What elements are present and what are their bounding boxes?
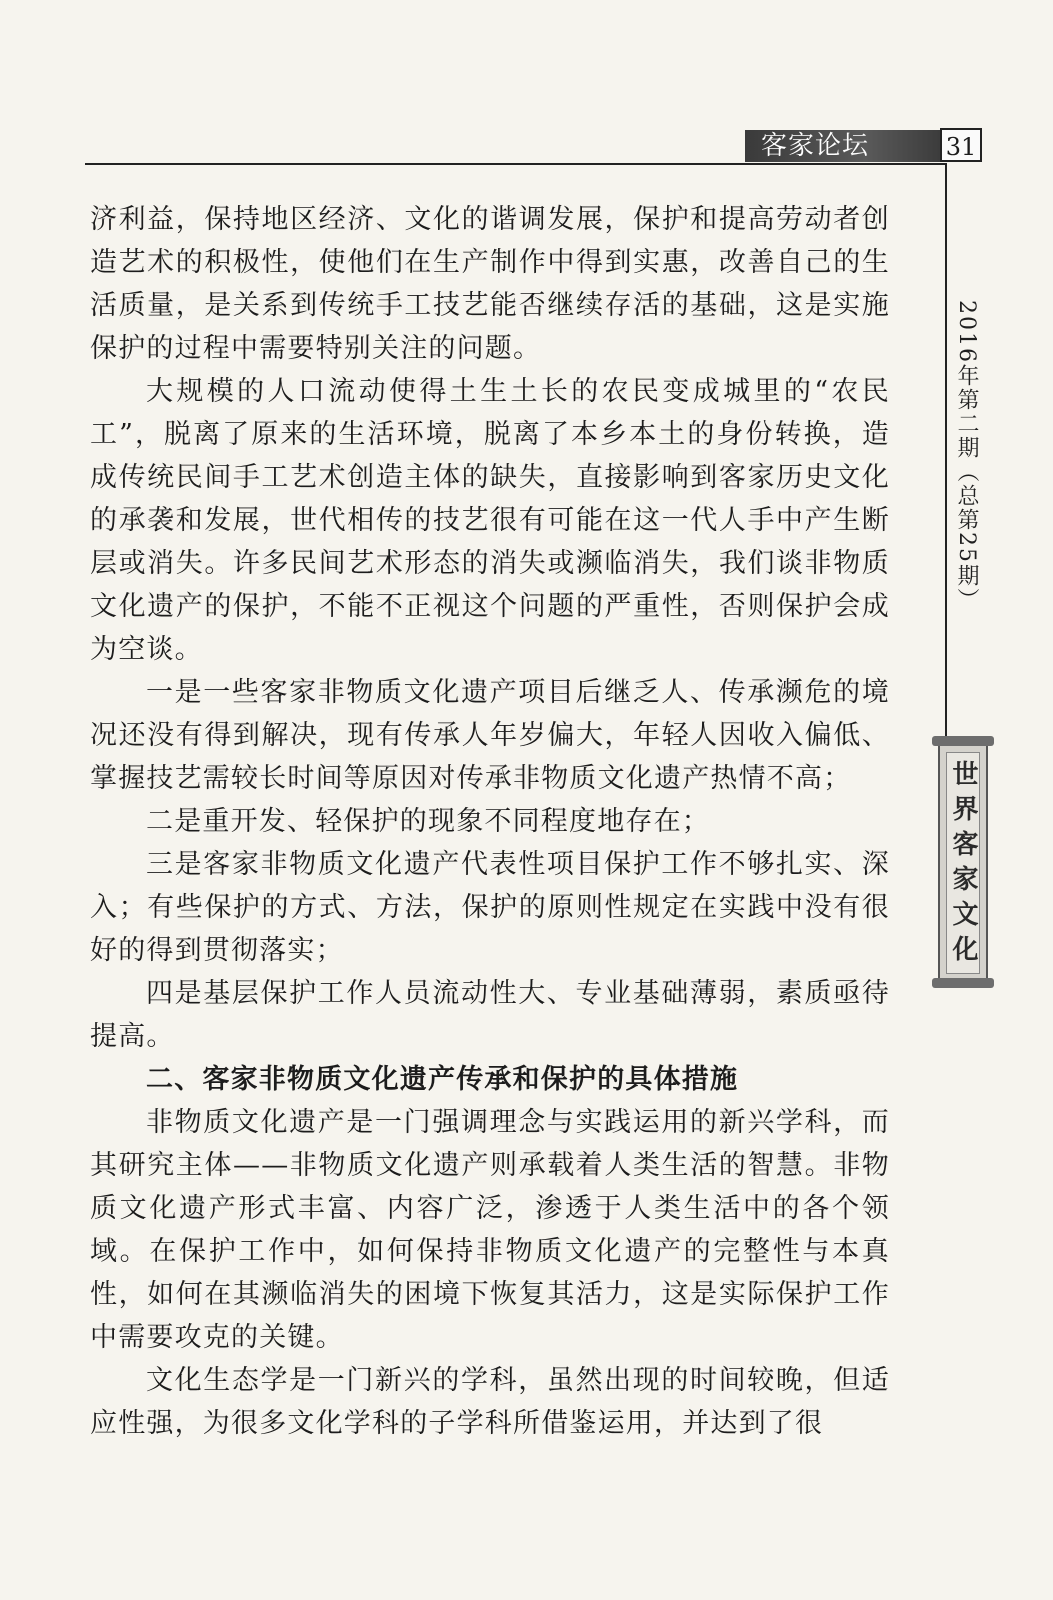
paragraph: 二是重开发、轻保护的现象不同程度地存在； (146, 806, 710, 837)
paragraph: 一是一些客家非物质文化遗产项目后继乏人、传承濒危的境况还没有得到解决，现有传承人年岁偏大，年轻人因收入偏低、掌握技艺需较长时间等原因对传承非物质文化遗产热情不高； (90, 677, 890, 794)
paragraph: 大规模的人口流动使得土生土长的农民变成城里的“农民工”，脱离了原来的生活环境，脱离了本乡本土的身份转换，造成传统民间手工艺术创造主体的缺失，直接影响到客家历史文化的承袭和发展，世代相传的技艺很有可能在这一代人手中产生断层或消失。许多民间艺术形态的消失或濒临消失，我们谈非物质文化遗产的保护，不能不正视这个问题的严重性，否则保护会成为空谈。 (90, 376, 890, 665)
side-rule (945, 163, 947, 743)
article-body (90, 198, 890, 1445)
paragraph: 四是基层保护工作人员流动性大、专业基础薄弱，素质亟待提高。 (90, 978, 890, 1052)
header-rule (85, 163, 945, 165)
issue-label: 2016年第二期（总第25期） (954, 300, 979, 612)
section-title: 客家论坛 (760, 131, 869, 161)
paragraph: 济利益，保持地区经济、文化的谐调发展，保护和提高劳动者创造艺术的积极性，使他们在生产制作中得到实惠，改善自己的生活质量，是关系到传统手工技艺能否继续存活的基础，这是实施保护的过程中需要特别关注的问题。 (90, 204, 890, 364)
section-heading: 二、客家非物质文化遗产传承和保护的具体措施 (146, 1064, 739, 1095)
journal-name: 世界客家文化 (948, 760, 978, 970)
page-number: 31 (940, 128, 982, 162)
paragraph: 三是客家非物质文化遗产代表性项目保护工作不够扎实、深入；有些保护的方式、方法，保护的原则性规定在实践中没有很好的得到贯彻落实； (90, 849, 890, 966)
scroll-cap-bottom (932, 978, 994, 988)
paragraph: 非物质文化遗产是一门强调理念与实践运用的新兴学科，而其研究主体——非物质文化遗产则承载着人类生活的智慧。非物质文化遗产形式丰富、内容广泛，渗透于人类生活中的各个领域。在保护工作中，如何保持非物质文化遗产的完整性与本真性，如何在其濒临消失的困境下恢复其活力，这是实际保护工作中需要攻克的关键。 (90, 1107, 890, 1353)
paragraph: 文化生态学是一门新兴的学科，虽然出现的时间较晚，但适应性强，为很多文化学科的子学科所借鉴运用，并达到了很 (90, 1365, 890, 1439)
scroll-cap-top (932, 736, 994, 746)
